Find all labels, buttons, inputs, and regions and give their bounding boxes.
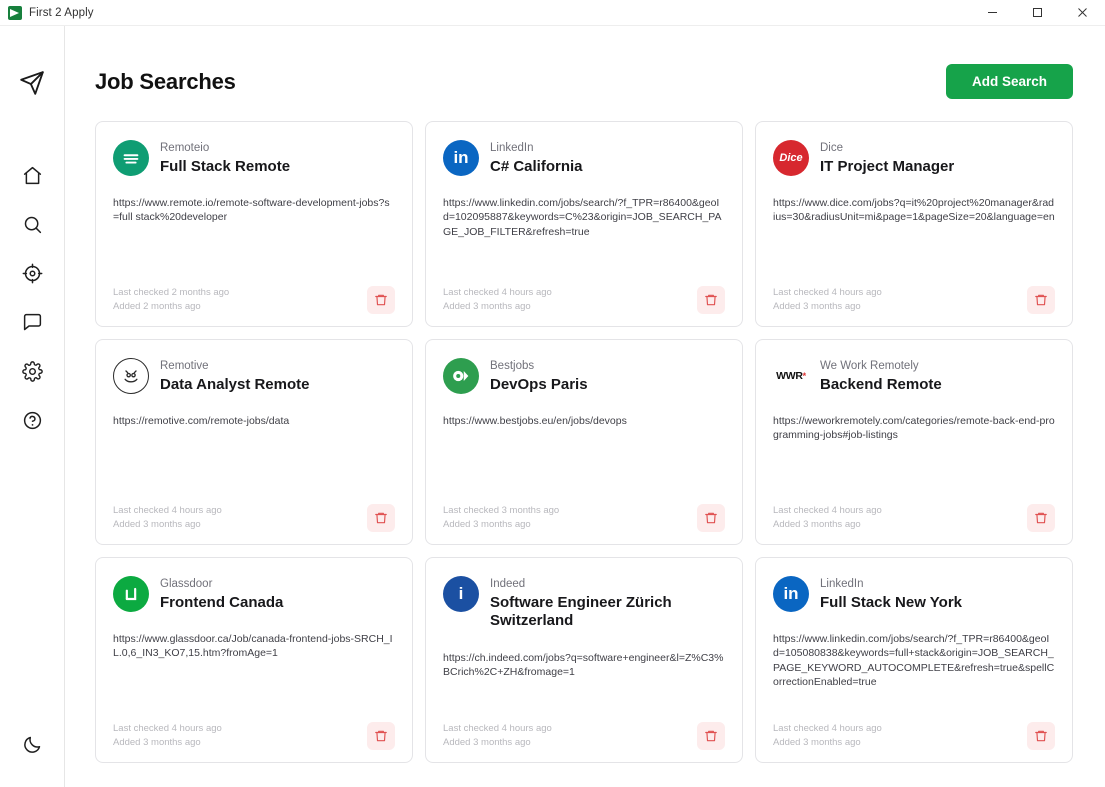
search-title: DevOps Paris	[490, 375, 588, 393]
last-checked: Last checked 4 hours ago	[113, 723, 222, 735]
job-search-card[interactable]	[95, 121, 413, 327]
card-header	[113, 576, 395, 612]
last-checked: Last checked 4 hours ago	[773, 723, 882, 735]
added-date: Added 3 months ago	[443, 519, 531, 531]
card-header	[443, 140, 725, 176]
job-search-card[interactable]	[425, 339, 743, 545]
search-url[interactable]: https://www.dice.com/jobs?q=it%20project%20manager&radius=30&radiusUnit=mi&page=1&pageSize=20&language=en	[773, 197, 1055, 224]
card-meta	[113, 286, 229, 314]
search-url[interactable]: https://www.linkedin.com/jobs/search/?f_TPR=r86400&geoId=105080838&keywords=full+stack&origin=JOB_SEARCH_PAGE_KEYWORD_AUTOCOMPLETE&refresh=true&spellCorrectionEnabled=true	[773, 633, 1055, 688]
glassdoor-logo-icon	[113, 576, 149, 612]
job-search-card[interactable]	[95, 339, 413, 545]
search-title: Full Stack Remote	[160, 157, 291, 175]
added-date: Added 3 months ago	[113, 519, 201, 531]
main-content	[65, 26, 1105, 787]
card-titles	[820, 576, 962, 612]
delete-search-button[interactable]	[367, 286, 395, 314]
card-meta	[773, 504, 882, 532]
last-checked: Last checked 4 hours ago	[443, 287, 552, 299]
card-footer	[113, 504, 395, 532]
delete-search-button[interactable]	[1027, 286, 1055, 314]
card-footer	[113, 722, 395, 750]
site-name: Remoteio	[160, 142, 210, 154]
site-name: Indeed	[490, 578, 526, 590]
search-title: Backend Remote	[820, 375, 942, 393]
card-meta	[113, 722, 222, 750]
linkedin-logo-icon: in	[773, 576, 809, 612]
window-body	[0, 26, 1105, 787]
card-meta	[773, 722, 882, 750]
last-checked: Last checked 4 hours ago	[773, 505, 882, 517]
search-url[interactable]: https://www.remote.io/remote-software-development-jobs?s=full stack%20developer	[113, 197, 390, 224]
card-footer	[773, 722, 1055, 750]
close-button[interactable]	[1060, 0, 1105, 26]
card-meta	[443, 286, 552, 314]
search-url[interactable]: https://www.linkedin.com/jobs/search/?f_TPR=r86400&geoId=102095887&keywords=C%23&origin=JOB_SEARCH_PAGE_JOB_FILTER&refresh=true	[443, 197, 722, 238]
card-header	[443, 358, 725, 394]
minimize-button[interactable]	[970, 0, 1015, 26]
job-search-card[interactable]	[755, 339, 1073, 545]
sidebar-item-feedback[interactable]	[15, 305, 49, 339]
card-meta	[443, 722, 552, 750]
page-title: Job Searches	[95, 68, 236, 94]
dice-logo-icon: Dice	[773, 140, 809, 176]
site-name: LinkedIn	[820, 578, 864, 590]
delete-search-button[interactable]	[697, 286, 725, 314]
added-date: Added 3 months ago	[443, 737, 531, 749]
page-header	[95, 64, 1073, 99]
card-meta	[113, 504, 222, 532]
indeed-logo-icon: i	[443, 576, 479, 612]
window-title: First 2 Apply	[29, 6, 94, 19]
search-title: C# California	[490, 157, 583, 175]
search-url[interactable]: https://ch.indeed.com/jobs?q=software+engineer&l=Z%C3%BCrich%2C+ZH&fromage=1	[443, 652, 724, 679]
added-date: Added 3 months ago	[773, 737, 861, 749]
job-searches-grid	[95, 121, 1073, 763]
site-name: Bestjobs	[490, 360, 535, 372]
card-footer	[443, 504, 725, 532]
delete-search-button[interactable]	[367, 722, 395, 750]
job-search-card[interactable]	[755, 557, 1073, 763]
last-checked: Last checked 4 hours ago	[443, 723, 552, 735]
card-header	[113, 140, 395, 176]
card-titles	[490, 140, 583, 176]
search-url[interactable]: https://www.bestjobs.eu/en/jobs/devops	[443, 415, 627, 428]
card-meta	[773, 286, 882, 314]
delete-search-button[interactable]	[367, 504, 395, 532]
card-header	[773, 358, 1055, 394]
linkedin-logo-icon: in	[443, 140, 479, 176]
search-title: Software Engineer Zürich Switzerland	[490, 593, 672, 630]
add-search-button[interactable]: Add Search	[946, 64, 1073, 99]
job-search-card[interactable]	[95, 557, 413, 763]
site-name: LinkedIn	[490, 142, 534, 154]
card-titles	[160, 576, 283, 612]
card-header	[113, 358, 395, 394]
added-date: Added 3 months ago	[773, 301, 861, 313]
search-title: Data Analyst Remote	[160, 375, 310, 393]
search-title: Frontend Canada	[160, 593, 284, 611]
card-footer	[773, 286, 1055, 314]
card-header	[773, 140, 1055, 176]
last-checked: Last checked 4 hours ago	[773, 287, 882, 299]
app-logo-icon	[8, 6, 22, 20]
paper-plane-logo-icon	[15, 66, 49, 100]
last-checked: Last checked 3 months ago	[443, 505, 560, 517]
sidebar	[0, 26, 65, 787]
job-search-card[interactable]	[425, 557, 743, 763]
added-date: Added 3 months ago	[443, 301, 531, 313]
bestjobs-logo-icon	[443, 358, 479, 394]
job-search-card[interactable]	[425, 121, 743, 327]
remotive-logo-icon	[113, 358, 149, 394]
search-title: IT Project Manager	[820, 157, 955, 175]
window-titlebar	[0, 0, 1105, 26]
card-titles	[820, 140, 954, 176]
site-name: We Work Remotely	[820, 360, 919, 372]
added-date: Added 3 months ago	[773, 519, 861, 531]
card-header	[443, 576, 725, 631]
card-footer	[113, 286, 395, 314]
delete-search-button[interactable]	[1027, 722, 1055, 750]
delete-search-button[interactable]	[697, 504, 725, 532]
search-url[interactable]: https://weworkremotely.com/categories/remote-back-end-programming-jobs#job-listings	[773, 415, 1055, 442]
sidebar-item-settings[interactable]	[15, 354, 49, 388]
sidebar-item-filters[interactable]	[15, 256, 49, 290]
added-date: Added 2 months ago	[113, 301, 201, 313]
delete-search-button[interactable]	[1027, 504, 1055, 532]
card-footer	[443, 286, 725, 314]
card-titles	[160, 140, 290, 176]
card-titles	[490, 358, 588, 394]
remoteio-logo-icon	[113, 140, 149, 176]
search-url[interactable]: https://remotive.com/remote-jobs/data	[113, 415, 290, 428]
job-search-card[interactable]	[755, 121, 1073, 327]
site-name: Remotive	[160, 360, 209, 372]
search-title: Full Stack New York	[820, 593, 962, 611]
sidebar-item-home[interactable]	[15, 158, 49, 192]
weworkremotely-logo-icon: WWR *	[773, 358, 809, 394]
card-titles	[820, 358, 942, 394]
card-meta	[443, 504, 559, 532]
card-header	[773, 576, 1055, 612]
site-name: Dice	[820, 142, 844, 154]
theme-toggle-moon-icon[interactable]	[15, 727, 49, 761]
last-checked: Last checked 4 hours ago	[113, 505, 222, 517]
maximize-button[interactable]	[1015, 0, 1060, 26]
delete-search-button[interactable]	[697, 722, 725, 750]
sidebar-item-help[interactable]	[15, 403, 49, 437]
added-date: Added 3 months ago	[113, 737, 201, 749]
card-titles	[160, 358, 310, 394]
card-titles	[490, 576, 725, 631]
last-checked: Last checked 2 months ago	[113, 287, 230, 299]
sidebar-item-job-searches[interactable]	[15, 207, 49, 241]
search-url[interactable]: https://www.glassdoor.ca/Job/canada-frontend-jobs-SRCH_IL.0,6_IN3_KO7,15.htm?fromAge=1	[113, 633, 393, 660]
card-footer	[773, 504, 1055, 532]
card-footer	[443, 722, 725, 750]
site-name: Glassdoor	[160, 578, 213, 590]
